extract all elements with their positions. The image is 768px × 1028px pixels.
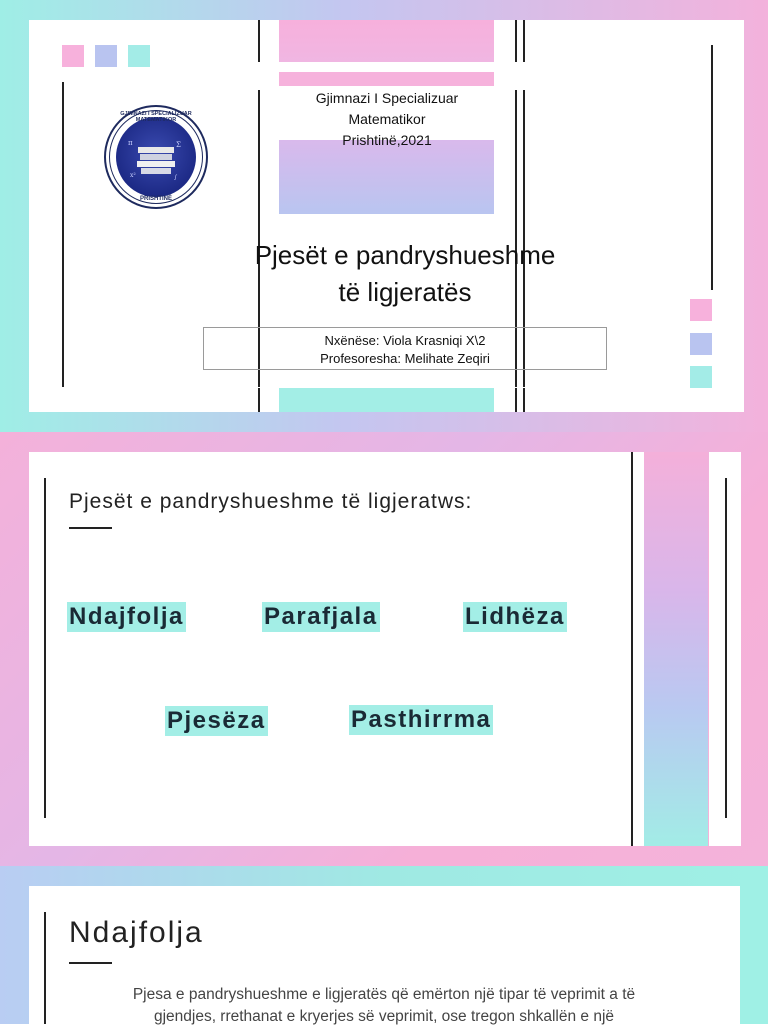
school-line: Gjimnazi I Specializuar [315, 90, 459, 106]
author-box [203, 327, 607, 370]
divider-line [725, 478, 727, 818]
blue-square-deco [690, 333, 712, 355]
part-tag: Ndajfolja [69, 603, 184, 630]
svg-text:x²: x² [130, 172, 136, 179]
divider-line [523, 388, 525, 412]
lavender-block-deco [279, 140, 494, 214]
title-line: të ligjeratës [338, 277, 472, 307]
part-tag: Lidhëza [465, 603, 565, 630]
definition-line: gjendjes, rrethanat e kryerjes së veprimit, ose tregon shkallën e një [153, 1008, 615, 1025]
divider-line [711, 45, 713, 290]
pink-block-deco [279, 20, 494, 62]
definition-line: Pjesa e pandryshueshme e ligjeratës që emërton një tipar të veprimit a të [132, 986, 636, 1003]
logo-city-text: PRISHTINË [139, 196, 172, 202]
svg-text:Σ: Σ [176, 141, 181, 149]
gradient-strip-deco [644, 452, 708, 846]
student-name: Nxënëse: Viola Krasniqi X\2 [324, 333, 486, 348]
part-tag: Parafjala [264, 603, 378, 630]
divider-line [631, 452, 633, 846]
divider-line [258, 20, 260, 62]
divider-line [515, 20, 517, 62]
part-tag: Pjesëza [167, 707, 266, 734]
svg-text:∫: ∫ [174, 174, 178, 181]
cyan-square-deco [690, 366, 712, 388]
divider-line [515, 388, 517, 412]
title-line: Pjesët e pandryshueshme [254, 240, 556, 270]
pink-square-deco [62, 45, 84, 67]
school-logo [104, 105, 208, 209]
logo-ring-text: GJIMNAZI I SPECIALIZUAR MATEMATIKOR [120, 111, 192, 123]
part-tag: Pasthirrma [351, 706, 492, 733]
cyan-square-deco [128, 45, 150, 67]
teacher-name: Profesoresha: Melihate Zeqiri [320, 351, 490, 366]
slide-3-heading: Ndajfolja [69, 916, 204, 949]
aqua-block-deco [279, 388, 494, 412]
svg-text:π: π [128, 139, 133, 147]
presentation-title [200, 237, 610, 311]
books-stack-icon [116, 117, 196, 197]
definition-text [70, 984, 698, 1028]
divider-line [62, 82, 64, 387]
heading-underline [69, 527, 112, 529]
school-name [282, 88, 492, 151]
slide-2-heading: Pjesët e pandryshueshme të ligjeratws: [69, 490, 473, 513]
pink-strip-deco [279, 72, 494, 86]
divider-line [523, 20, 525, 62]
divider-line [44, 912, 46, 1024]
divider-line [44, 478, 46, 818]
blue-square-deco [95, 45, 117, 67]
school-line: Matematikor [348, 111, 426, 127]
heading-underline [69, 962, 112, 964]
school-line: Prishtinë,2021 [342, 132, 432, 148]
pink-square-deco [690, 299, 712, 321]
divider-line [258, 388, 260, 412]
